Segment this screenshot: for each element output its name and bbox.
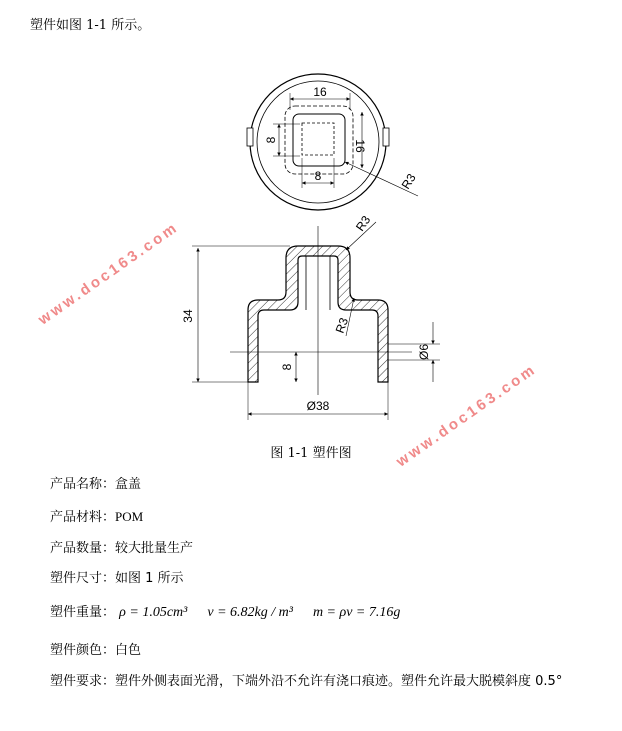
spec-label: 产品名称： [50, 477, 116, 492]
dim-radius-top: R3 [352, 213, 374, 234]
dim-radius-inner: R3 [332, 315, 352, 336]
formula-mass: m = ρv = 7.16g [312, 605, 401, 620]
spec-row-size [50, 567, 184, 586]
intro-text: 塑件如图 1-1 所示。 [30, 18, 151, 33]
spec-label: 塑件重量： [50, 605, 116, 620]
dim-base-height: 8 [280, 363, 294, 371]
spec-row-weight [50, 601, 400, 621]
spec-label: 塑件要求： [50, 674, 116, 689]
formula-volume: v = 6.82kg / m³ [207, 605, 293, 620]
spec-row-quantity [50, 537, 193, 556]
dim-top-radius: R3 [398, 171, 419, 192]
spec-value: 盒盖 [115, 477, 142, 492]
figure-caption: 图 1-1 塑件图 [270, 446, 352, 461]
spec-row-color [50, 639, 141, 658]
watermark-left: www.doc163.com [35, 218, 182, 329]
formula-density: ρ = 1.05cm³ [119, 605, 188, 620]
watermark-right: www.doc163.com [393, 360, 540, 471]
spec-value: 塑件外侧表面光滑，下端外沿不允许有浇口痕迹。塑件允许最大脱模斜度 0.5° [115, 674, 563, 689]
spec-row-requirements [50, 670, 562, 689]
spec-value: 白色 [115, 643, 142, 658]
spec-row-name [50, 473, 141, 492]
dim-inner-left: 8 [264, 136, 278, 144]
dim-top-width: 16 [313, 85, 327, 99]
spec-row-material [50, 506, 143, 525]
spec-value: 如图 1 所示 [115, 571, 184, 586]
spec-label: 塑件尺寸： [50, 571, 116, 586]
dim-top-height: 16 [353, 139, 367, 153]
dim-hole: Ø6 [417, 343, 431, 361]
spec-value: POM [115, 509, 144, 524]
dim-height: 34 [181, 309, 195, 323]
spec-value: 较大批量生产 [115, 541, 194, 556]
dim-diameter: Ø38 [306, 399, 330, 413]
spec-label: 产品数量： [50, 541, 116, 556]
spec-label: 塑件颜色： [50, 643, 116, 658]
section-view [192, 222, 440, 420]
weight-formula [119, 605, 400, 620]
spec-label: 产品材料： [50, 510, 116, 525]
dim-inner-bottom: 8 [314, 169, 322, 183]
